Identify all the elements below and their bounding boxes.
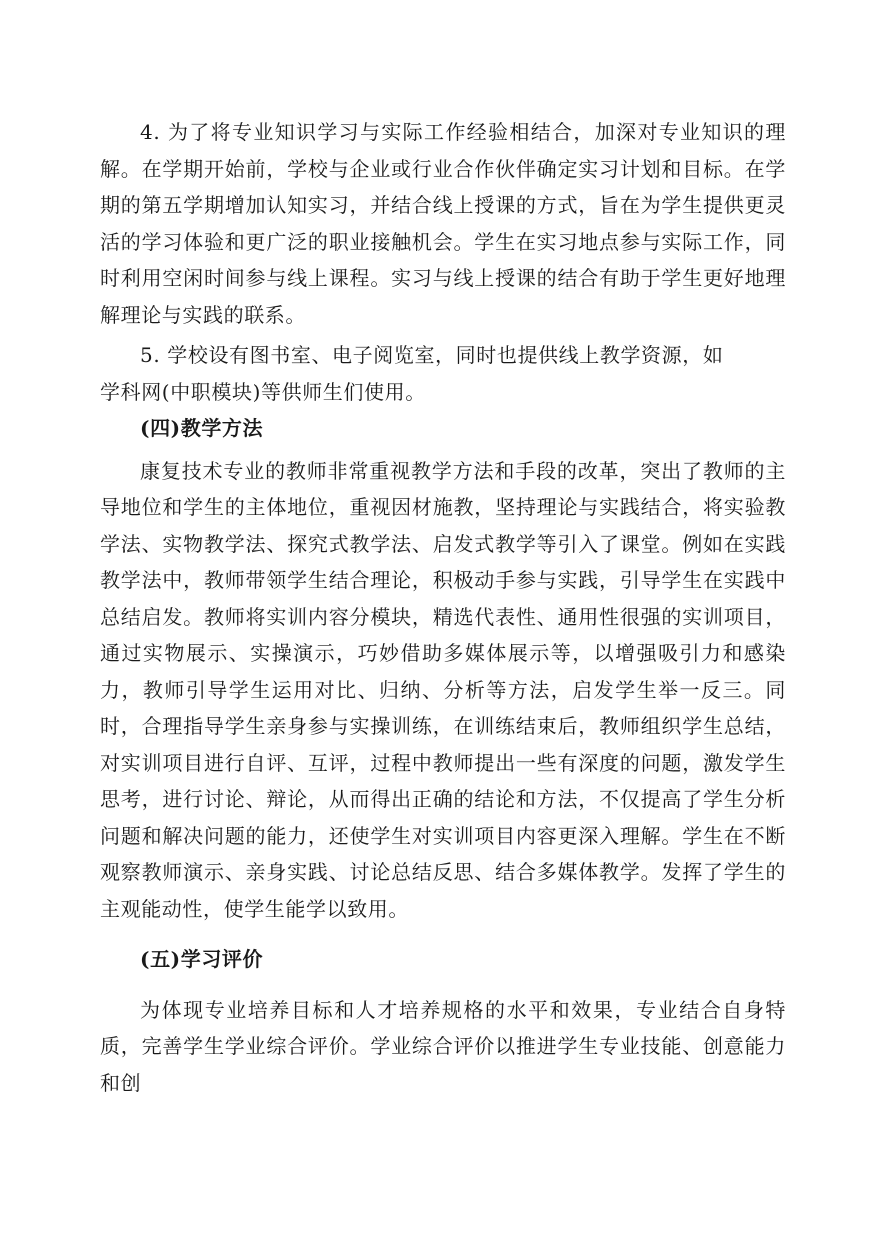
- paragraph-teaching-methods: 康复技术专业的教师非常重视教学方法和手段的改革，突出了教师的主导地位和学生的主体地位，重视因材施教，坚持理论与实践结合，将实验教学法、实物教学法、探究式教学法、启发式教学等引入了课堂。例如在实践教学法中，教师带领学生结合理论，积极动手参与实践，引导学生在实践中总结启发。教师将实训内容分模块，精选代表性、通用性很强的实训项目，通过实物展示、实操演示，巧妙借助多媒体展示等，以增强吸引力和感染力，教师引导学生运用对比、归纳、分析等方法，启发学生举一反三。同时，合理指导学生亲身参与实操训练，在训练结束后，教师组织学生总结，对实训项目进行自评、互评，过程中教师提出一些有深度的问题，激发学生思考，进行讨论、辩论，从而得出正确的结论和方法，不仅提高了学生分析问题和解决问题的能力，还使学生对实训项目内容更深入理解。学生在不断观察教师演示、亲身实践、讨论总结反思、结合多媒体教学。发挥了学生的主观能动性，使学生能学以致用。: [100, 458, 786, 921]
- document-body: [100, 114, 786, 1105]
- paragraph-resources-line-1: 5. 学校设有图书室、电子阅览室，同时也提供线上教学资源，如: [140, 343, 724, 367]
- paragraph-resources-line-2: 学科网(中职模块)等供师生们使用。: [100, 379, 426, 404]
- section-heading-learning-evaluation: (五)学习评价: [140, 947, 264, 971]
- paragraph-internship: 4. 为了将专业知识学习与实际工作经验相结合，加深对专业知识的理解。在学期开始前，学校与企业或行业合作伙伴确定实习计划和目标。在学期的第五学期增加认知实习，并结合线上授课的方式，旨在为学生提供更灵活的学习体验和更广泛的职业接触机会。学生在实习地点参与实际工作，同时利用空闲时间参与线上课程。实习与线上授课的结合有助于学生更好地理解理论与实践的联系。: [100, 120, 786, 327]
- paragraph-resources: [100, 337, 786, 410]
- paragraph-learning-evaluation: 为体现专业培养目标和人才培养规格的水平和效果，专业结合自身特质，完善学生学业综合评价。学业综合评价以推进学生专业技能、创意能力和创: [100, 997, 786, 1095]
- section-heading-teaching-methods: (四)教学方法: [140, 416, 264, 440]
